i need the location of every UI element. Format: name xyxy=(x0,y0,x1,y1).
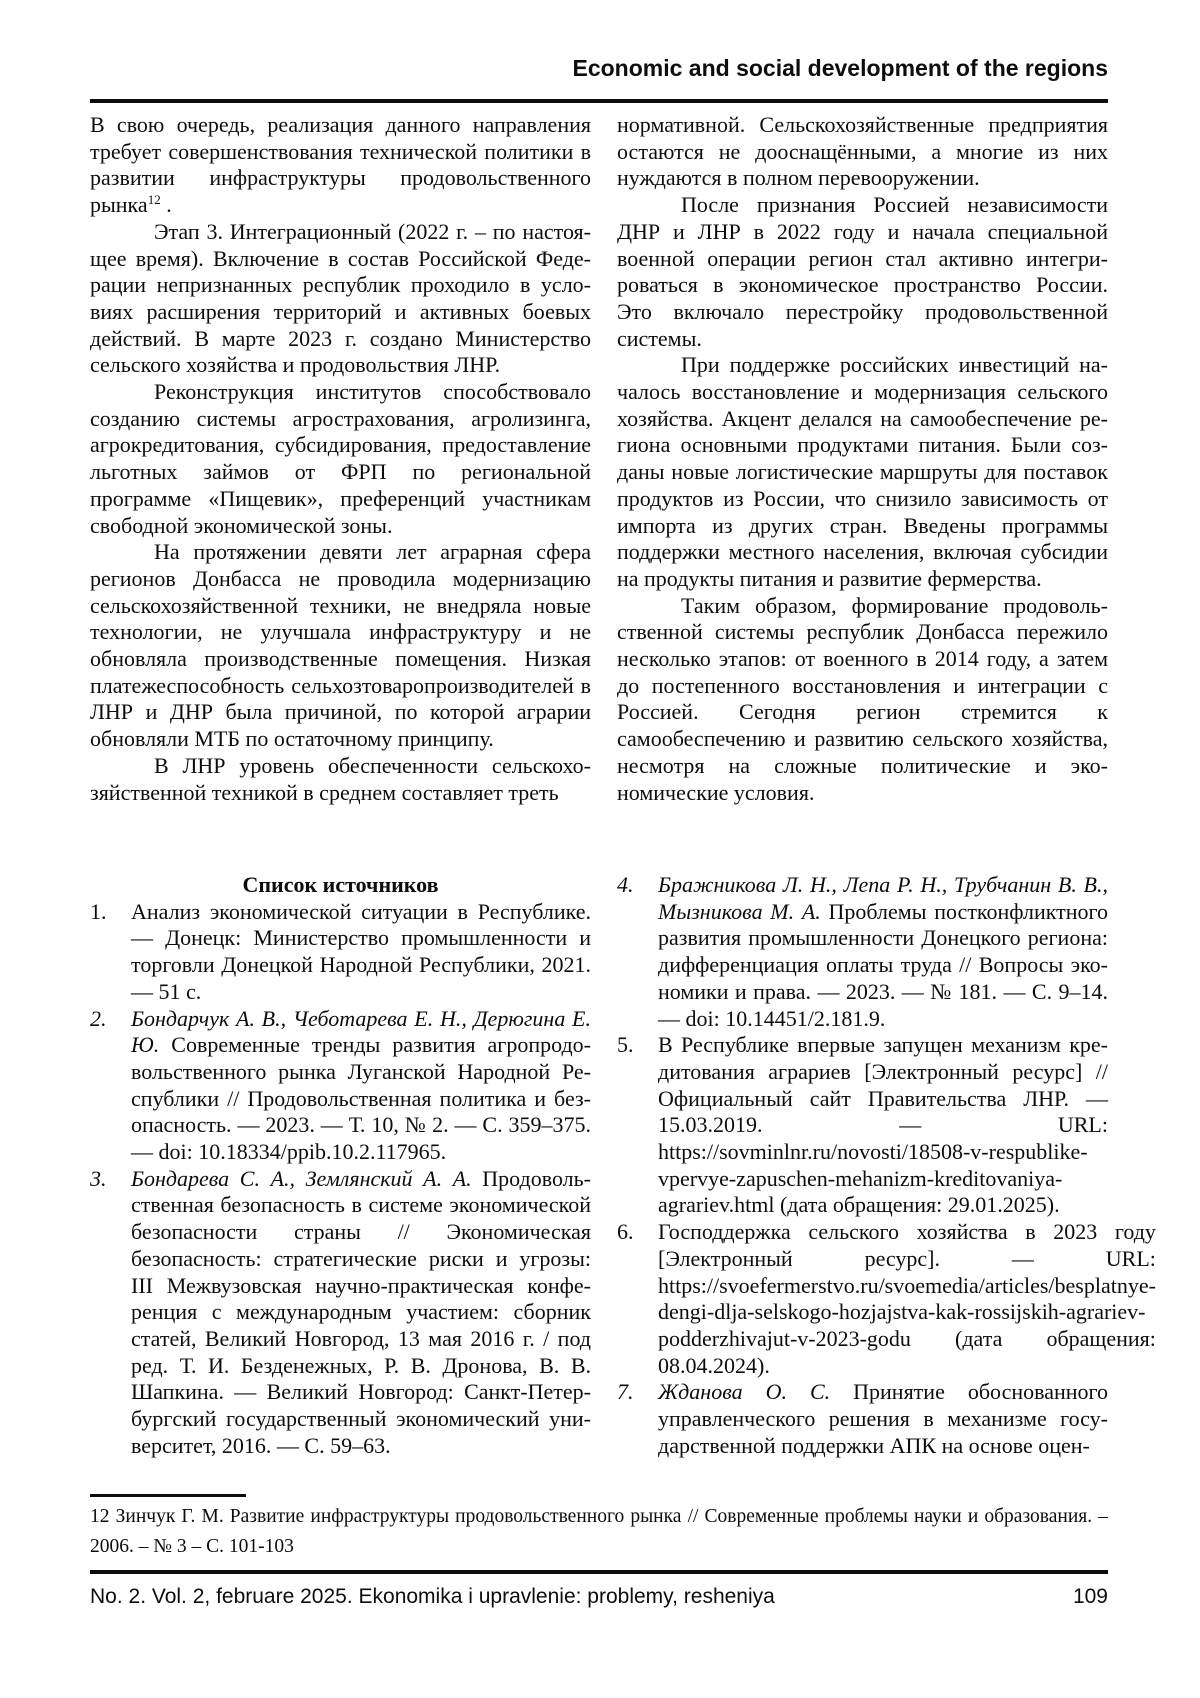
references-left-column xyxy=(90,872,591,1459)
text-segment: Таким образом, формирование продовольственной системы республик Донбасса пережило несколько этапов: от военного в 2014 году, а затем до постепенного восстановления и интеграции с Россией. Сегодня регион стремится к самообеспечению и развитию сельского хозяйства, несмотря на сложные политические и экономические условия. xyxy=(617,592,1108,805)
reference-number: 1. xyxy=(90,898,107,924)
text-segment: Проблемы постконфликтного развития промышленности Донецкого региона: дифференциация оплаты труда // Вопросы экономики и права. — 2023. — № 181. — С. 9–14. — doi: 10.14451/2.181.9. xyxy=(658,898,1108,1031)
text-segment: Господдержка сельского хозяйства в 2023 году [Электронный ресурс]. — URL: https://svoefermerstvo.ru/svoemedia/articles/besplatnye-dengi-dlja-selskogo-hozjajstva-kak-rossijskih-agrariev-podderzhivajut-v-2023-godu (дата обращения: 08.04.2024). xyxy=(658,1219,1156,1378)
footnote-separator xyxy=(90,1494,246,1497)
paragraph xyxy=(90,219,591,379)
header-rule xyxy=(90,99,1108,103)
footnote: 12 Зинчук Г. М. Развитие инфраструктуры продовольственного рынка // Современные проблемы науки и образования. – 2006. – № 3 – С. 101-103 xyxy=(90,1506,1108,1557)
reference-item xyxy=(617,1219,1156,1379)
reference-item xyxy=(617,872,1108,1032)
text-segment: Бондарчук А. В., Чеботарева Е. Н., Дерюгина Е. Ю. xyxy=(131,1005,591,1058)
paragraph xyxy=(617,593,1108,807)
text-segment: В ЛНР уровень обеспеченности сельскохозяйственной техникой в среднем составляет треть xyxy=(90,752,591,805)
page-number: 109 xyxy=(1072,1585,1108,1608)
right-column xyxy=(617,112,1108,806)
reference-item xyxy=(90,1166,591,1460)
references-section xyxy=(90,872,1156,1459)
references-right-column xyxy=(617,872,1156,1459)
reference-text xyxy=(658,1379,1108,1459)
reference-number: 5. xyxy=(617,1032,634,1058)
text-segment: нормативной. Сельскохозяйственные предприятия остаются не дооснащёнными, а многие из них нуждаются в полном перевооружении. xyxy=(617,112,1108,191)
reference-item xyxy=(90,899,591,1006)
reference-item xyxy=(617,1032,1108,1219)
paragraph xyxy=(90,753,591,806)
article-body xyxy=(90,112,1108,806)
paragraph xyxy=(90,379,591,539)
reference-text xyxy=(658,1032,1108,1219)
reference-text xyxy=(131,899,591,1006)
reference-text xyxy=(131,1166,591,1460)
paragraph xyxy=(90,112,591,219)
paragraph xyxy=(617,112,1108,192)
reference-item xyxy=(617,1379,1108,1459)
footer xyxy=(90,1584,1108,1610)
reference-number: 3. xyxy=(90,1165,107,1191)
references-list-left xyxy=(90,899,591,1460)
text-segment: Анализ экономической ситуации в Республике. — Донецк: Министерство промышленности и торговли Донецкой Народной Республики, 2021. — 51 с. xyxy=(131,898,591,1004)
text-segment: В свою очередь, реализация данного направления требует совершенствования технической политики в развитии инфраструктуры продовольственного рынка xyxy=(90,112,591,218)
text-segment: После признания Россией независимости ДНР и ЛНР в 2022 году и начала специальной военной операции регион стал активно интегрироваться в экономическое пространство России. Это включало перестройку продовольственной системы. xyxy=(617,192,1108,351)
text-segment: На протяжении девяти лет аграрная сфера регионов Донбасса не проводила модернизацию сельскохозяйственной техники, не внедряла новые технологии, не улучшала инфраструктуру и не обновляла производственные помещения. Низкая платежеспособность сельхозтоваропроизводителей в ЛНР и ДНР была причиной, по которой аграрии обновляли МТБ по остаточному принципу. xyxy=(90,539,591,752)
footer-rule xyxy=(90,1570,1108,1574)
text-segment: . xyxy=(160,192,172,218)
text-segment: При поддержке российских инвестиций началось восстановление и модернизация сельского хозяйства. Акцент делался на самообеспечение региона основными продуктами питания. Были созданы новые логистические маршруты для поставок продуктов из России, что снизило зависимость от импорта из других стран. Введены программы поддержки местного населения, включая субсидии на продукты питания и развитие фермерства. xyxy=(617,352,1108,591)
text-segment: Этап 3. Интеграционный (2022 г. – по настоящее время). Включение в состав Российской Федерации непризнанных республик проходило в условиях расширения территорий и активных боевых действий. В марте 2023 г. создано Министерство сельского хозяйства и продовольствия ЛНР. xyxy=(90,218,591,378)
text-segment: Бондарева С. А., Землянский А. А. xyxy=(131,1165,472,1191)
reference-text xyxy=(658,1219,1156,1379)
reference-number: 7. xyxy=(617,1379,634,1405)
paragraph xyxy=(617,352,1108,592)
references-heading: Список источников xyxy=(242,872,439,897)
footer-issue: No. 2. Vol. 2, februare 2025. Ekonomika i upravlenie: problemy, resheniya xyxy=(90,1585,775,1608)
paragraph xyxy=(617,192,1108,352)
text-segment: Жданова О. С. xyxy=(658,1379,831,1405)
reference-number: 6. xyxy=(617,1219,634,1245)
left-column xyxy=(90,112,591,806)
footnote-marker: 12 xyxy=(147,192,161,208)
running-head: Economic and social development of the regions xyxy=(572,55,1108,81)
reference-item xyxy=(90,1006,591,1166)
text-segment: В Республике впервые запущен механизм кредитования аграриев [Электронный ресурс] // Официальный сайт Правительства ЛНР. — 15.03.2019. — URL: https://sovminlnr.ru/novosti/18508-v-respublike-vpervye-zapuschen-mehanizm-kreditovaniya-agrariev.html (дата обращения: 29.01.2025). xyxy=(658,1032,1108,1218)
reference-number: 2. xyxy=(90,1005,107,1031)
text-segment: Реконструкция институтов способствовало созданию системы агрострахования, агролизинга, агрокредитования, субсидирования, предоставление льготных займов от ФРП по региональной программе «Пищевик», преференций участникам свободной экономической зоны. xyxy=(90,379,591,538)
reference-text xyxy=(658,872,1108,1032)
text-segment: Продовольственная безопасность в системе экономической безопасности страны // Экономическая безопасность: стратегические риски и угрозы: III Межвузовская научно-практическая конференция с международным участием: сборник статей, Великий Новгород, 13 мая 2016 г. / под ред. Т. И. Безденежных, Р. В. Дронова, В. В. Шапкина. — Великий Новгород: Санкт-Петербургский государственный экономический университет, 2016. — С. 59–63. xyxy=(131,1165,591,1458)
text-segment: Бражникова Л. Н., Лепа Р. Н., Трубчанин В. В., Мызникова М. А. xyxy=(658,872,1108,924)
references-list-right xyxy=(617,872,1156,1459)
reference-number: 4. xyxy=(617,872,634,897)
text-segment: Современные тренды развития агропродовольственного рынка Луганской Народной Республики // Продовольственная политика и безопасность. — 2023. — Т. 10, № 2. — С. 359–375. — doi: 10.18334/ppib.10.2.117965. xyxy=(131,1032,591,1165)
paragraph xyxy=(90,539,591,753)
text-segment: Принятие обоснованного управленческого решения в механизме государственной поддержки АПК на основе оцен- xyxy=(658,1379,1108,1458)
reference-text xyxy=(131,1006,591,1166)
